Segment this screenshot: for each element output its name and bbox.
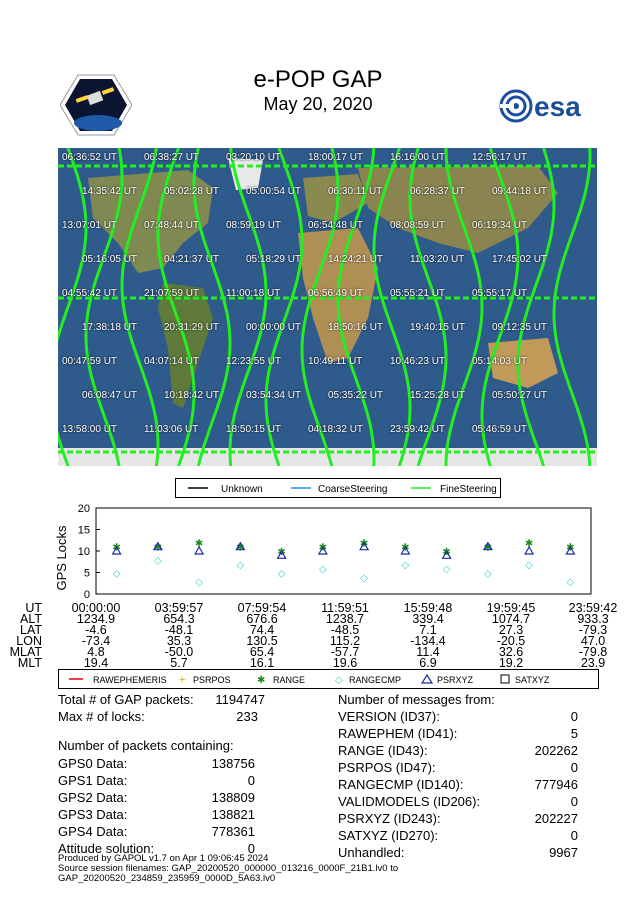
steering-legend xyxy=(175,478,501,498)
message-value: 202227 xyxy=(534,811,578,826)
rangecmp-point: ◇ xyxy=(360,572,368,584)
gps-locks-chart xyxy=(0,498,636,610)
orbit-timestamp-label: 12:56:17 UT xyxy=(472,152,528,163)
legend-psrpos: PSRPOS xyxy=(193,675,231,685)
orbit-timestamp-label: 06:38:27 UT xyxy=(144,152,200,163)
orbit-timestamp-label: 10:18:42 UT xyxy=(164,390,220,401)
range-point: ✱ xyxy=(524,538,534,550)
ephem-cell: 65.4 xyxy=(249,645,275,659)
orbit-timestamp-label: 03:20:10 UT xyxy=(226,152,282,163)
ephem-cell: 130.5 xyxy=(246,634,278,648)
ephem-label-lon: LON xyxy=(16,634,42,648)
orbit-timestamp-label: 13:07:01 UT xyxy=(62,220,118,231)
orbit-timestamp-label: 18:50:15 UT xyxy=(226,424,282,435)
packet-value: 0 xyxy=(247,841,255,856)
orbit-timestamp-label: 23:59:42 UT xyxy=(390,424,446,435)
orbit-timestamp-label: 06:36:52 UT xyxy=(62,152,118,163)
packet-label: Attitude solution: xyxy=(58,841,155,856)
orbit-timestamp-label: 05:55:21 UT xyxy=(390,288,446,299)
ephem-cell: 47.0 xyxy=(580,634,606,648)
orbit-timestamp-label: 06:08:47 UT xyxy=(82,390,138,401)
range-point: ✱ xyxy=(318,542,328,554)
ephem-cell: 16.1 xyxy=(249,656,275,670)
footer-line2: Source session filenames: GAP_20200520_000000_013216_0000F_21B1.lv0 to xyxy=(58,863,399,874)
orbit-timestamp-label: 18:50:16 UT xyxy=(328,322,384,333)
packet-label: GPS0 Data: xyxy=(58,756,128,771)
ephem-cell: 11:59:51 xyxy=(321,601,369,615)
orbit-timestamp-label: 11:00:18 UT xyxy=(226,288,281,299)
orbit-timestamp-label: 12:23:55 UT xyxy=(226,356,282,367)
orbit-timestamp-label: 11:03:06 UT xyxy=(144,424,199,435)
orbit-timestamp-label: 15:25:28 UT xyxy=(410,390,466,401)
range-point: ✱ xyxy=(483,542,493,554)
range-point: ✱ xyxy=(277,547,286,558)
ephem-cell: 7.1 xyxy=(419,623,437,637)
ephem-cell: 5.7 xyxy=(170,656,188,670)
orbit-timestamp-label: 21:07:59 UT xyxy=(144,288,200,299)
orbit-timestamp-label: 03:54:34 UT xyxy=(246,390,302,401)
ephem-label-alt: ALT xyxy=(20,612,42,626)
page-title: e-POP GAP xyxy=(253,66,383,93)
ephem-cell: 74.4 xyxy=(249,623,275,637)
message-legend xyxy=(58,669,599,689)
orbit-timestamp-label: 05:18:29 UT xyxy=(246,254,302,265)
orbit-timestamp-label: 04:18:32 UT xyxy=(308,424,364,435)
ephem-cell: 115.2 xyxy=(329,634,361,648)
rangecmp-point: ◇ xyxy=(277,568,286,580)
footer-line1: Produced by GAPOL v1.7 on Apr 1 09:06:45 2024 xyxy=(58,853,269,864)
ephem-cell: 19.2 xyxy=(498,656,524,670)
orbit-timestamp-layer xyxy=(58,148,597,466)
orbit-timestamp-label: 17:45:02 UT xyxy=(492,254,548,265)
orbit-timestamp-label: 20:31:29 UT xyxy=(164,322,220,333)
ephem-cell: 23:59:42 xyxy=(568,601,618,615)
packet-label: GPS3 Data: xyxy=(58,807,128,822)
orbit-timestamp-label: 18:00:17 UT xyxy=(308,152,364,163)
packet-value: 0 xyxy=(247,773,255,788)
ephem-cell: -20.5 xyxy=(496,634,526,648)
ephem-cell: -73.4 xyxy=(81,634,111,648)
ephem-cell: 23.9 xyxy=(580,656,606,670)
orbit-timestamp-label: 10:46:23 UT xyxy=(390,356,446,367)
message-value: 5 xyxy=(570,726,578,741)
ephem-cell: 00:00:00 xyxy=(71,601,121,615)
orbit-timestamp-label: 11:03:20 UT xyxy=(410,254,465,265)
orbit-timestamp-label: 14:24:21 UT xyxy=(328,254,384,265)
ephem-cell: 933.3 xyxy=(577,612,609,626)
gps-ytick-label: 0 xyxy=(83,589,90,601)
footer-line3: GAP_20200520_234859_235959_0000D_5A63.lv0 xyxy=(58,873,276,884)
range-point: ✱ xyxy=(236,542,245,554)
ephem-cell: -57.7 xyxy=(330,645,360,659)
rangecmp-point: ◇ xyxy=(154,555,162,567)
total-packets-value: 1194747 xyxy=(215,692,265,707)
rangecmp-point: ◇ xyxy=(401,559,410,571)
ephem-cell: 07:59:54 xyxy=(237,601,287,615)
legend-unknown: Unknown xyxy=(221,484,263,495)
orbit-timestamp-label: 06:54:48 UT xyxy=(308,220,364,231)
message-value: 0 xyxy=(570,828,578,843)
orbit-timestamp-label: 05:14:03 UT xyxy=(472,356,528,367)
legend-rangecmp: RANGECMP xyxy=(349,675,402,685)
orbit-timestamp-label: 08:08:59 UT xyxy=(390,220,446,231)
gps-ytick-label: 15 xyxy=(77,524,90,537)
message-label: SATXYZ (ID270): xyxy=(338,828,439,843)
orbit-timestamp-label: 07:48:44 UT xyxy=(144,220,200,231)
ephemeris-table xyxy=(0,601,636,669)
page-date: May 20, 2020 xyxy=(263,94,373,114)
legend-psrxyz: PSRXYZ xyxy=(437,675,474,685)
packet-value: 138809 xyxy=(211,790,255,805)
orbit-timestamp-label: 06:19:34 UT xyxy=(472,220,528,231)
orbit-timestamp-label: 05:02:28 UT xyxy=(164,186,220,197)
rangecmp-point: ◇ xyxy=(319,564,327,576)
rangecmp-point: ◇ xyxy=(112,568,121,580)
legend-range: RANGE xyxy=(273,675,306,685)
legend-range-marker: ✱ xyxy=(257,675,266,686)
ephem-cell: -79.8 xyxy=(578,645,608,659)
ephem-cell: -134.4 xyxy=(410,634,446,648)
ephem-cell: 1074.7 xyxy=(491,612,531,626)
rangecmp-point: ◇ xyxy=(195,577,203,589)
rangecmp-point: ◇ xyxy=(236,559,245,571)
orbit-timestamp-label: 08:59:19 UT xyxy=(226,220,282,231)
ephem-cell: -79.3 xyxy=(578,623,608,637)
message-value: 202262 xyxy=(534,743,578,758)
rangecmp-point: ◇ xyxy=(525,559,533,571)
range-point: ✱ xyxy=(153,542,163,554)
ephem-label-ut: UT xyxy=(25,601,42,615)
message-label: PSRPOS (ID47): xyxy=(338,760,436,775)
ephem-cell: 1234.9 xyxy=(76,612,116,626)
orbit-timestamp-label: 00:47:59 UT xyxy=(62,356,118,367)
range-point: ✱ xyxy=(194,538,204,550)
orbit-timestamp-label: 04:07:14 UT xyxy=(144,356,200,367)
legend-fine: FineSteering xyxy=(440,484,497,495)
gps-locks-ylabel: GPS Locks xyxy=(54,525,69,591)
orbit-timestamp-label: 05:00:54 UT xyxy=(246,186,302,197)
esa-logo-text: esa xyxy=(534,91,581,122)
orbit-timestamp-label: 05:35:22 UT xyxy=(328,390,384,401)
ephem-cell: 676.6 xyxy=(246,612,278,626)
gps-ytick-label: 10 xyxy=(77,546,90,558)
gps-ytick-label: 20 xyxy=(77,503,90,515)
ephem-cell: 6.9 xyxy=(419,656,437,670)
ephem-cell: -48.1 xyxy=(164,623,194,637)
message-value: 0 xyxy=(570,760,578,775)
ephem-label-mlt: MLT xyxy=(17,656,42,670)
packet-label: GPS2 Data: xyxy=(58,790,128,805)
ephem-cell: 4.8 xyxy=(87,645,105,659)
ephem-label-mlat: MLAT xyxy=(9,645,42,659)
legend-rawephemeris: RAWEPHEMERIS xyxy=(93,675,167,685)
packet-label: GPS1 Data: xyxy=(58,773,128,788)
legend-psrpos-marker: + xyxy=(179,674,186,686)
orbit-timestamp-label: 06:28:37 UT xyxy=(410,186,466,197)
messages-header: Number of messages from: xyxy=(338,692,495,707)
range-point: ✱ xyxy=(401,542,410,554)
packets-header: Number of packets containing: xyxy=(58,738,234,753)
ephem-cell: 654.3 xyxy=(163,612,195,626)
ephem-cell: 27.3 xyxy=(498,623,524,637)
message-value: 0 xyxy=(570,794,578,809)
orbit-timestamp-label: 04:55:42 UT xyxy=(62,288,118,299)
max-locks-label: Max # of locks: xyxy=(58,709,145,724)
message-label: VERSION (ID37): xyxy=(338,709,440,724)
legend-coarse: CoarseSteering xyxy=(318,484,388,495)
ephem-cell: 32.6 xyxy=(498,645,524,659)
message-label: VALIDMODELS (ID206): xyxy=(338,794,481,809)
message-label: RANGE (ID43): xyxy=(338,743,428,758)
message-label: RANGECMP (ID140): xyxy=(338,777,464,792)
orbit-timestamp-label: 14:35:42 UT xyxy=(82,186,138,197)
rangecmp-point: ◇ xyxy=(484,568,492,580)
orbit-timestamp-label: 13:58:00 UT xyxy=(62,424,118,435)
orbit-timestamp-label: 05:55:17 UT xyxy=(472,288,528,299)
ephem-cell: -50.0 xyxy=(164,645,194,659)
total-packets-label: Total # of GAP packets: xyxy=(58,692,194,707)
message-label: Unhandled: xyxy=(338,845,405,860)
orbit-timestamp-label: 06:56:49 UT xyxy=(308,288,364,299)
ephem-cell: 15:59:48 xyxy=(403,601,453,615)
range-point: ✱ xyxy=(566,542,575,554)
ephem-cell: 339.4 xyxy=(412,612,444,626)
range-point: ✱ xyxy=(112,542,121,554)
legend-satxyz: SATXYZ xyxy=(515,675,550,685)
orbit-timestamp-label: 05:46:59 UT xyxy=(472,424,528,435)
orbit-timestamp-label: 10:49:11 UT xyxy=(308,356,363,367)
gps-ytick-label: 5 xyxy=(83,567,90,580)
message-label: RAWEPHEM (ID41): xyxy=(338,726,458,741)
esa-logo xyxy=(496,86,596,126)
orbit-timestamp-label: 19:40:15 UT xyxy=(410,322,466,333)
packet-value: 778361 xyxy=(211,824,255,839)
legend-rangecmp-marker: ◇ xyxy=(335,675,343,686)
range-point: ✱ xyxy=(442,547,451,558)
packet-value: 138821 xyxy=(211,807,255,822)
ephem-cell: 03:59:57 xyxy=(154,601,204,615)
ephem-cell: 19:59:45 xyxy=(486,601,536,615)
packet-value: 138756 xyxy=(211,756,255,771)
orbit-timestamp-label: 16:16:00 UT xyxy=(390,152,446,163)
ephem-cell: 19.6 xyxy=(332,656,358,670)
orbit-timestamp-label: 00:00:00 UT xyxy=(246,322,302,333)
message-value: 777946 xyxy=(534,777,578,792)
rangecmp-point: ◇ xyxy=(566,577,575,589)
ephem-cell: 19.4 xyxy=(83,656,109,670)
range-point: ✱ xyxy=(359,538,369,550)
rangecmp-point: ◇ xyxy=(442,564,451,576)
orbit-timestamp-label: 09:12:35 UT xyxy=(492,322,548,333)
ephem-cell: -4.6 xyxy=(85,623,107,637)
ephem-label-lat: LAT xyxy=(20,623,42,637)
orbit-timestamp-label: 09:44:18 UT xyxy=(492,186,548,197)
ephem-cell: 11.4 xyxy=(416,645,440,659)
cassiope-logo xyxy=(60,73,132,137)
ephem-cell: -48.5 xyxy=(330,623,360,637)
message-label: PSRXYZ (ID243): xyxy=(338,811,441,826)
ephem-cell: 1238.7 xyxy=(325,612,365,626)
message-value: 9967 xyxy=(549,845,578,860)
max-locks-value: 233 xyxy=(236,709,258,724)
orbit-timestamp-label: 17:38:18 UT xyxy=(82,322,138,333)
orbit-timestamp-label: 04:21:37 UT xyxy=(164,254,220,265)
ephem-cell: 35.3 xyxy=(166,634,192,648)
orbit-timestamp-label: 05:16:05 UT xyxy=(82,254,138,265)
packet-label: GPS4 Data: xyxy=(58,824,128,839)
orbit-timestamp-label: 05:50:27 UT xyxy=(492,390,548,401)
orbit-timestamp-label: 06:30:11 UT xyxy=(328,186,383,197)
message-value: 0 xyxy=(570,709,578,724)
